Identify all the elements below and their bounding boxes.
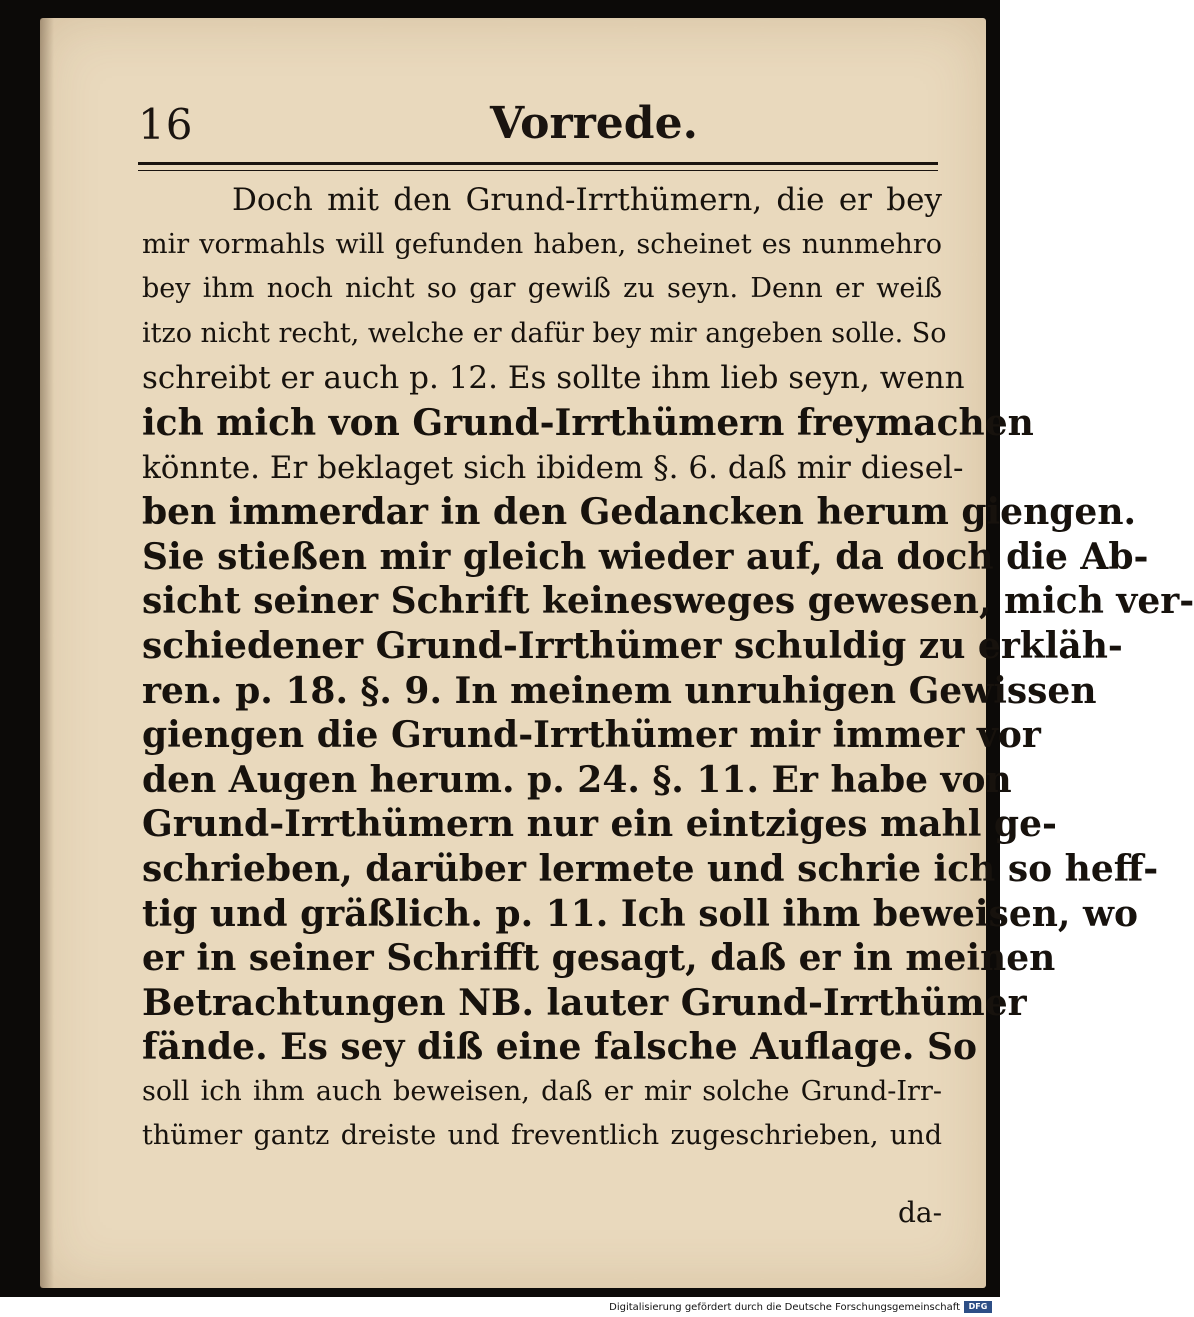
text-line: schrieben, darüber lermete und schrie ich so heff-	[142, 847, 1159, 890]
catchword: da-	[898, 1196, 943, 1229]
text-line: Doch mit den Grund-Irrthümern, die er bey	[232, 182, 942, 218]
header-rule	[138, 162, 938, 165]
text-line: Betrachtungen NB. lauter Grund-Irrthümer	[142, 981, 1027, 1024]
text-line: ich mich von Grund-Irrthümern freymachen	[142, 401, 1034, 444]
text-line: Sie stießen mir gleich wieder auf, da doch die Ab-	[142, 535, 1149, 578]
body-text	[142, 178, 1194, 1159]
text-line: mir vormahls will gefunden haben, scheinet es nunmehro	[142, 228, 942, 260]
text-line: tig und gräßlich. p. 11. Ich soll ihm beweisen, wo	[142, 892, 1138, 935]
text-line: den Augen herum. p. 24. §. 11. Er habe von	[142, 758, 1012, 801]
text-line: sicht seiner Schrift keinesweges gewesen, mich ver-	[142, 580, 1194, 623]
text-line: soll ich ihm auch beweisen, daß er mir solche Grund-Irr-	[142, 1075, 942, 1107]
text-line: er in seiner Schrifft gesagt, daß er in meinen	[142, 937, 1056, 980]
text-line: Grund-Irrthümern nur ein eintziges mahl ge-	[142, 803, 1057, 846]
text-line: thümer gantz dreiste und freventlich zugeschrieben, und	[142, 1120, 942, 1152]
page-gutter-shadow	[40, 18, 54, 1288]
text-line: schreibt er auch p. 12. Es sollte ihm lieb seyn, wenn	[142, 360, 965, 397]
text-line: könnte. Er beklaget sich ibidem §. 6. daß mir diesel-	[142, 449, 964, 486]
text-line: fände. Es sey diß eine falsche Auflage. So	[142, 1026, 977, 1069]
text-line: ren. p. 18. §. 9. In meinem unruhigen Gewissen	[142, 669, 1097, 712]
text-line: ben immerdar in den Gedancken herum giengen.	[142, 491, 1137, 534]
header-rule-thin	[138, 170, 938, 171]
text-line: bey ihm noch nicht so gar gewiß zu seyn. Denn er weiß	[142, 273, 942, 305]
page-number: 16	[138, 100, 194, 149]
text-line: itzo nicht recht, welche er dafür bey mir angeben solle. So	[142, 317, 947, 349]
dfg-logo: DFG	[964, 1301, 992, 1313]
running-head: Vorrede.	[490, 98, 698, 149]
text-line: giengen die Grund-Irrthümer mir immer vor	[142, 714, 1041, 757]
text-line: schiedener Grund-Irrthümer schuldig zu erkläh-	[142, 624, 1123, 667]
digitization-credit: Digitalisierung gefördert durch die Deutsche Forschungsgemeinschaft	[609, 1302, 960, 1313]
